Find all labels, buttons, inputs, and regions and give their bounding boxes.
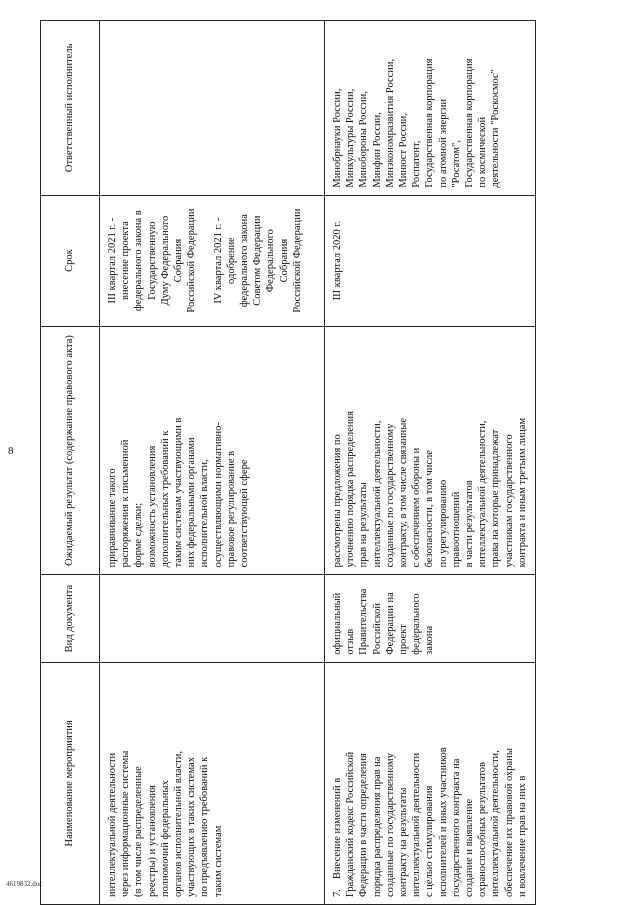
text-line: Российской: [371, 602, 383, 655]
text-line: отзыв: [345, 628, 357, 655]
document-id: 4619832.doc: [6, 880, 43, 888]
text-line: контракту на результаты: [398, 787, 410, 897]
landscape-content: [40, 20, 620, 905]
text-line: осуществляющими нормативно-: [212, 422, 224, 568]
cell-term: [325, 195, 536, 326]
cell-result: [100, 326, 325, 575]
text-line: Минфин России,: [371, 112, 383, 188]
text-line: IV квартал 2021 г. -: [212, 217, 224, 304]
text-line: проект: [398, 624, 410, 655]
text-line: с обеспечением обороны и: [411, 447, 423, 568]
measures-table: [40, 20, 536, 905]
text-line: по атомной энергии: [437, 98, 449, 188]
rotated-table-area: [40, 20, 640, 905]
text-line: охраноспособных результатов: [477, 761, 489, 897]
text-line: контракта и иным третьим лицам: [516, 417, 528, 568]
text-line: внесение проекта: [120, 221, 132, 300]
text-line: официальный: [332, 592, 343, 655]
text-line: созданные по государственному: [384, 753, 396, 897]
text-line: создание и выявление: [464, 798, 476, 897]
header-doc-type: Вид документа: [41, 575, 100, 662]
text-line: Государственную: [146, 221, 158, 300]
text-line: прав на результаты: [358, 482, 370, 568]
cell-doc-type: [100, 575, 325, 662]
table-row: [325, 21, 536, 905]
text-line: Советом Федерации: [252, 215, 264, 306]
cell-executor: [325, 21, 536, 196]
text-line: через информационные системы: [120, 750, 132, 897]
cell-name: [325, 662, 536, 904]
text-line: Роспатент,: [411, 140, 423, 188]
text-line: таким системам участвующими в: [173, 417, 185, 568]
text-line: распоряжения к письменной: [120, 439, 132, 568]
text-line: Правительства: [358, 588, 370, 655]
text-line: Минобороны России,: [358, 91, 370, 188]
text-line: одобрение: [225, 237, 237, 284]
text-line: по космической: [477, 116, 489, 188]
text-line: них федеральными органами: [186, 437, 198, 568]
text-line: с целью стимулирования: [424, 785, 436, 897]
text-line: исполнителей и иных участников: [437, 747, 449, 897]
text-line: приравнивание такого: [107, 468, 118, 568]
text-line: Государственная корпорация: [464, 58, 476, 188]
text-line: Федерального: [265, 229, 277, 293]
cell-term: [100, 195, 325, 326]
text-line: Думу Федерального: [159, 215, 171, 306]
text-line: III квартал 2020 г.: [332, 220, 343, 301]
text-line: (в том числе распределенные: [133, 766, 145, 897]
text-line: по предъявлению требований к: [199, 756, 211, 897]
header-name: Наименование мероприятия: [41, 662, 100, 904]
text-line: права на которые принадлежат: [490, 429, 502, 568]
text-line: Собрания: [173, 238, 185, 283]
text-line: контракту, в том числе связанные: [398, 417, 410, 568]
cell-result: [325, 326, 536, 575]
spacer-line: [198, 203, 211, 319]
text-line: Минюст России,: [398, 113, 410, 188]
text-line: закона: [424, 625, 436, 655]
text-line: Федерации в части определения: [358, 753, 370, 897]
text-line: федерального закона: [239, 214, 251, 308]
text-line: возможность установления: [146, 445, 158, 568]
text-line: Минобрнауки России,: [332, 88, 343, 188]
text-line: Федерации на: [384, 592, 396, 655]
header-result: Ожидаемый результат (содержание правового акта): [41, 326, 100, 575]
text-line: по урегулированию: [437, 479, 449, 568]
text-line: правоотношений: [450, 491, 462, 568]
text-line: безопасности, в том числе: [424, 450, 436, 568]
row-number: 7.: [332, 889, 343, 897]
text-line: деятельности "Роскосмос": [490, 69, 502, 188]
text-line: и вовлечение прав на них в: [516, 775, 528, 897]
text-line: обеспечение их правовой охраны: [503, 748, 515, 897]
text-line: интеллектуальной деятельности: [411, 752, 423, 897]
text-line: федерального закона в: [133, 210, 145, 311]
text-line: интеллектуальной деятельности,: [477, 420, 489, 568]
text-line: дополнительных требований к: [159, 430, 171, 568]
cell-executor: [100, 21, 325, 196]
text-line: соответствующей сфере: [239, 459, 251, 568]
text-line: III квартал 2021 г. -: [107, 217, 118, 304]
text-line: органов исполнительной власти,: [173, 750, 185, 897]
text-line: форме сделки;: [133, 502, 145, 568]
text-line: "Росатом",: [450, 140, 462, 188]
text-line: исполнительной власти,: [199, 459, 211, 568]
text-line: Российской Федерации: [291, 208, 303, 313]
text-line: рассмотрены предложения по: [332, 434, 343, 568]
text-line: правовое регулирование в: [225, 450, 237, 568]
page-number: 8: [8, 445, 14, 457]
text-line: федерального: [411, 593, 423, 655]
text-line: Минэкономразвития России,: [384, 58, 396, 188]
header-term: Срок: [41, 195, 100, 326]
cell-name: [100, 662, 325, 904]
table-header-row: [41, 21, 100, 905]
text-line: в части результатов: [464, 480, 476, 568]
text-line: таким системам: [212, 825, 224, 897]
text-line: Минкультуры России,: [345, 88, 357, 188]
text-line: Гражданский кодекс Российской: [345, 751, 357, 897]
header-executor: Ответственный исполнитель: [41, 21, 100, 196]
text-line: участникам государственного: [503, 434, 515, 568]
text-line: 7.Внесение изменений в: [332, 777, 343, 897]
text-line: реестры) и установления: [146, 785, 158, 897]
text-line: интеллектуальной деятельности: [107, 752, 118, 897]
table-row: [100, 21, 325, 905]
text-line: порядка распределения прав на: [371, 756, 383, 897]
text-line: Собрания: [278, 238, 290, 283]
text-line: Государственная корпорация: [424, 58, 436, 188]
text-line: интеллектуальной деятельности,: [371, 420, 383, 568]
text-line: уточнению порядка распределения: [345, 411, 357, 568]
text-line: государственного контракта на: [450, 758, 462, 897]
text-line: созданные по государственному: [384, 423, 396, 568]
text-line: участвующих в таких системах: [186, 757, 198, 897]
text-line: интеллектуальной деятельности,: [490, 750, 502, 897]
text-line: Российской Федерации: [186, 208, 198, 313]
text-line: полномочий федеральных: [159, 780, 171, 897]
cell-doc-type: [325, 575, 536, 662]
